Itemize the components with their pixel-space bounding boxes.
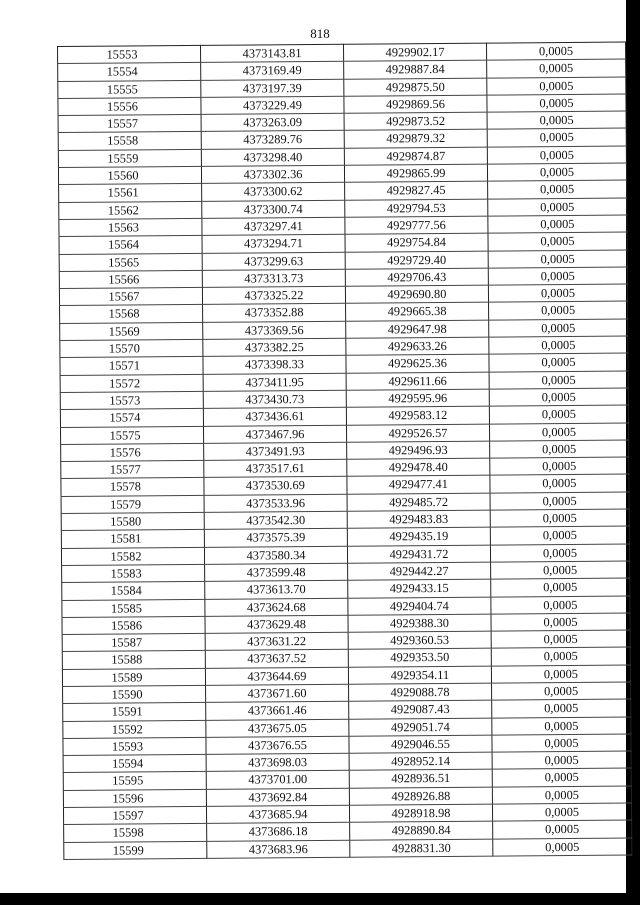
coordinates-table [57,42,632,860]
y-coordinate-cell: 4929478.40 [347,458,490,476]
scan-bottom-border [0,893,640,905]
y-coordinate-cell: 4929404.74 [348,597,491,615]
y-coordinate-cell: 4929433.15 [348,579,491,597]
error-cell: 0,0005 [491,578,630,596]
y-coordinate-cell: 4929354.11 [348,666,491,684]
error-cell: 0,0005 [492,699,631,717]
x-coordinate-cell: 4373685.94 [206,805,349,823]
x-coordinate-cell: 4373169.49 [201,62,344,80]
error-cell: 0,0005 [488,232,627,250]
x-coordinate-cell: 4373289.76 [201,131,344,149]
point-number-cell: 15566 [59,270,202,288]
x-coordinate-cell: 4373661.46 [206,702,349,720]
y-coordinate-cell: 4929729.40 [345,251,488,269]
point-number-cell: 15558 [58,132,201,150]
error-cell: 0,0005 [489,371,628,389]
error-cell: 0,0005 [488,198,627,216]
y-coordinate-cell: 4929595.96 [346,389,489,407]
y-coordinate-cell: 4928936.51 [349,770,492,788]
error-cell: 0,0005 [487,111,626,129]
point-number-cell: 15583 [62,564,205,582]
x-coordinate-cell: 4373313.73 [202,269,345,287]
error-cell: 0,0005 [488,180,627,198]
point-number-cell: 15581 [61,530,204,548]
x-coordinate-cell: 4373624.68 [205,598,348,616]
y-coordinate-cell: 4929794.53 [345,199,488,217]
point-number-cell: 15596 [63,789,206,807]
x-coordinate-cell: 4373299.63 [202,252,345,270]
x-coordinate-cell: 4373644.69 [205,667,348,685]
x-coordinate-cell: 4373229.49 [201,96,344,114]
error-cell: 0,0005 [492,768,631,786]
y-coordinate-cell: 4929665.38 [346,303,489,321]
point-number-cell: 15595 [63,772,206,790]
y-coordinate-cell: 4929827.45 [345,181,488,199]
point-number-cell: 15593 [63,737,206,755]
point-number-cell: 15555 [58,80,201,98]
error-cell: 0,0005 [490,440,629,458]
x-coordinate-cell: 4373533.96 [204,494,347,512]
error-cell: 0,0005 [490,457,629,475]
error-cell: 0,0005 [487,94,626,112]
error-cell: 0,0005 [489,388,628,406]
error-cell: 0,0005 [489,301,628,319]
y-coordinate-cell: 4929496.93 [347,441,490,459]
x-coordinate-cell: 4373369.56 [203,321,346,339]
point-number-cell: 15588 [62,651,205,669]
y-coordinate-cell: 4928890.84 [350,821,493,839]
x-coordinate-cell: 4373297.41 [202,217,345,235]
point-number-cell: 15572 [60,374,203,392]
y-coordinate-cell: 4929633.26 [346,337,489,355]
x-coordinate-cell: 4373683.96 [207,840,350,858]
error-cell: 0,0005 [490,509,629,527]
point-number-cell: 15580 [61,512,204,530]
point-number-cell: 15565 [59,253,202,271]
error-cell: 0,0005 [489,405,628,423]
point-number-cell: 15567 [59,288,202,306]
coordinates-table-wrapper [57,42,632,860]
y-coordinate-cell: 4929869.56 [344,95,487,113]
y-coordinate-cell: 4929435.19 [347,527,490,545]
point-number-cell: 15598 [64,824,207,842]
error-cell: 0,0005 [490,492,629,510]
x-coordinate-cell: 4373411.95 [203,373,346,391]
point-number-cell: 15554 [58,63,201,81]
point-number-cell: 15585 [62,599,205,617]
error-cell: 0,0005 [491,613,630,631]
point-number-cell: 15582 [61,547,204,565]
x-coordinate-cell: 4373325.22 [202,286,345,304]
error-cell: 0,0005 [492,734,631,752]
y-coordinate-cell: 4928952.14 [349,752,492,770]
y-coordinate-cell: 4929706.43 [345,268,488,286]
y-coordinate-cell: 4928918.98 [349,804,492,822]
x-coordinate-cell: 4373675.05 [206,719,349,737]
point-number-cell: 15571 [60,357,203,375]
x-coordinate-cell: 4373637.52 [205,650,348,668]
error-cell: 0,0005 [493,838,632,856]
y-coordinate-cell: 4929873.52 [344,112,487,130]
error-cell: 0,0005 [492,786,631,804]
point-number-cell: 15599 [64,841,207,859]
x-coordinate-cell: 4373436.61 [203,407,346,425]
error-cell: 0,0005 [487,163,626,181]
y-coordinate-cell: 4929874.87 [344,147,487,165]
point-number-cell: 15587 [62,633,205,651]
y-coordinate-cell: 4929625.36 [346,354,489,372]
x-coordinate-cell: 4373430.73 [203,390,346,408]
y-coordinate-cell: 4929902.17 [343,43,486,61]
x-coordinate-cell: 4373671.60 [206,684,349,702]
x-coordinate-cell: 4373530.69 [204,477,347,495]
error-cell: 0,0005 [490,544,629,562]
x-coordinate-cell: 4373692.84 [206,788,349,806]
y-coordinate-cell: 4929777.56 [345,216,488,234]
y-coordinate-cell: 4929647.98 [346,320,489,338]
y-coordinate-cell: 4929875.50 [344,78,487,96]
x-coordinate-cell: 4373382.25 [203,338,346,356]
x-coordinate-cell: 4373398.33 [203,356,346,374]
y-coordinate-cell: 4929051.74 [349,718,492,736]
error-cell: 0,0005 [490,474,629,492]
x-coordinate-cell: 4373302.36 [201,165,344,183]
point-number-cell: 15560 [58,166,201,184]
error-cell: 0,0005 [491,596,630,614]
x-coordinate-cell: 4373300.62 [202,183,345,201]
point-number-cell: 15584 [62,582,205,600]
error-cell: 0,0005 [487,146,626,164]
coordinates-table-body [58,42,632,859]
x-coordinate-cell: 4373143.81 [200,44,343,62]
error-cell: 0,0005 [491,630,630,648]
point-number-cell: 15578 [61,478,204,496]
x-coordinate-cell: 4373631.22 [205,632,348,650]
point-number-cell: 15597 [63,806,206,824]
x-coordinate-cell: 4373298.40 [201,148,344,166]
x-coordinate-cell: 4373613.70 [205,580,348,598]
y-coordinate-cell: 4929360.53 [348,631,491,649]
point-number-cell: 15574 [60,409,203,427]
y-coordinate-cell: 4929611.66 [346,372,489,390]
error-cell: 0,0005 [487,77,626,95]
error-cell: 0,0005 [489,423,628,441]
x-coordinate-cell: 4373467.96 [203,425,346,443]
error-cell: 0,0005 [491,665,630,683]
y-coordinate-cell: 4929431.72 [347,545,490,563]
x-coordinate-cell: 4373294.71 [202,235,345,253]
y-coordinate-cell: 4929046.55 [349,735,492,753]
point-number-cell: 15577 [61,460,204,478]
error-cell: 0,0005 [493,820,632,838]
y-coordinate-cell: 4929754.84 [345,233,488,251]
error-cell: 0,0005 [489,353,628,371]
point-number-cell: 15592 [63,720,206,738]
y-coordinate-cell: 4929526.57 [346,424,489,442]
x-coordinate-cell: 4373580.34 [204,546,347,564]
point-number-cell: 15573 [60,391,203,409]
error-cell: 0,0005 [492,682,631,700]
error-cell: 0,0005 [486,42,625,60]
point-number-cell: 15559 [58,149,201,167]
error-cell: 0,0005 [488,215,627,233]
error-cell: 0,0005 [488,284,627,302]
point-number-cell: 15557 [58,115,201,133]
x-coordinate-cell: 4373575.39 [204,529,347,547]
y-coordinate-cell: 4929087.43 [349,700,492,718]
error-cell: 0,0005 [487,129,626,147]
error-cell: 0,0005 [488,267,627,285]
x-coordinate-cell: 4373352.88 [203,304,346,322]
x-coordinate-cell: 4373542.30 [204,511,347,529]
error-cell: 0,0005 [492,803,631,821]
point-number-cell: 15591 [63,703,206,721]
y-coordinate-cell: 4929887.84 [344,60,487,78]
y-coordinate-cell: 4929353.50 [348,648,491,666]
y-coordinate-cell: 4929483.83 [347,510,490,528]
y-coordinate-cell: 4929477.41 [347,476,490,494]
x-coordinate-cell: 4373197.39 [201,79,344,97]
point-number-cell: 15586 [62,616,205,634]
page-number: 818 [310,26,330,41]
error-cell: 0,0005 [489,336,628,354]
y-coordinate-cell: 4928831.30 [350,839,493,857]
error-cell: 0,0005 [488,250,627,268]
x-coordinate-cell: 4373517.61 [204,459,347,477]
point-number-cell: 15568 [60,305,203,323]
point-number-cell: 15562 [59,201,202,219]
y-coordinate-cell: 4929485.72 [347,493,490,511]
error-cell: 0,0005 [491,561,630,579]
point-number-cell: 15589 [62,668,205,686]
y-coordinate-cell: 4929388.30 [348,614,491,632]
table-row [64,838,632,860]
point-number-cell: 15594 [63,755,206,773]
point-number-cell: 15561 [59,184,202,202]
y-coordinate-cell: 4929690.80 [345,285,488,303]
x-coordinate-cell: 4373686.18 [207,823,350,841]
y-coordinate-cell: 4929865.99 [344,164,487,182]
point-number-cell: 15569 [60,322,203,340]
point-number-cell: 15570 [60,339,203,357]
error-cell: 0,0005 [492,717,631,735]
y-coordinate-cell: 4928926.88 [349,787,492,805]
point-number-cell: 15564 [59,236,202,254]
y-coordinate-cell: 4929442.27 [348,562,491,580]
error-cell: 0,0005 [492,751,631,769]
x-coordinate-cell: 4373491.93 [204,442,347,460]
x-coordinate-cell: 4373263.09 [201,113,344,131]
y-coordinate-cell: 4929583.12 [346,406,489,424]
point-number-cell: 15579 [61,495,204,513]
point-number-cell: 15590 [63,685,206,703]
x-coordinate-cell: 4373701.00 [206,771,349,789]
point-number-cell: 15563 [59,218,202,236]
error-cell: 0,0005 [491,647,630,665]
error-cell: 0,0005 [487,59,626,77]
point-number-cell: 15575 [60,426,203,444]
y-coordinate-cell: 4929088.78 [349,683,492,701]
y-coordinate-cell: 4929879.32 [344,130,487,148]
x-coordinate-cell: 4373698.03 [206,753,349,771]
x-coordinate-cell: 4373300.74 [202,200,345,218]
x-coordinate-cell: 4373629.48 [205,615,348,633]
x-coordinate-cell: 4373676.55 [206,736,349,754]
point-number-cell: 15556 [58,97,201,115]
error-cell: 0,0005 [490,526,629,544]
point-number-cell: 15576 [61,443,204,461]
point-number-cell: 15553 [58,45,201,63]
error-cell: 0,0005 [489,319,628,337]
x-coordinate-cell: 4373599.48 [205,563,348,581]
